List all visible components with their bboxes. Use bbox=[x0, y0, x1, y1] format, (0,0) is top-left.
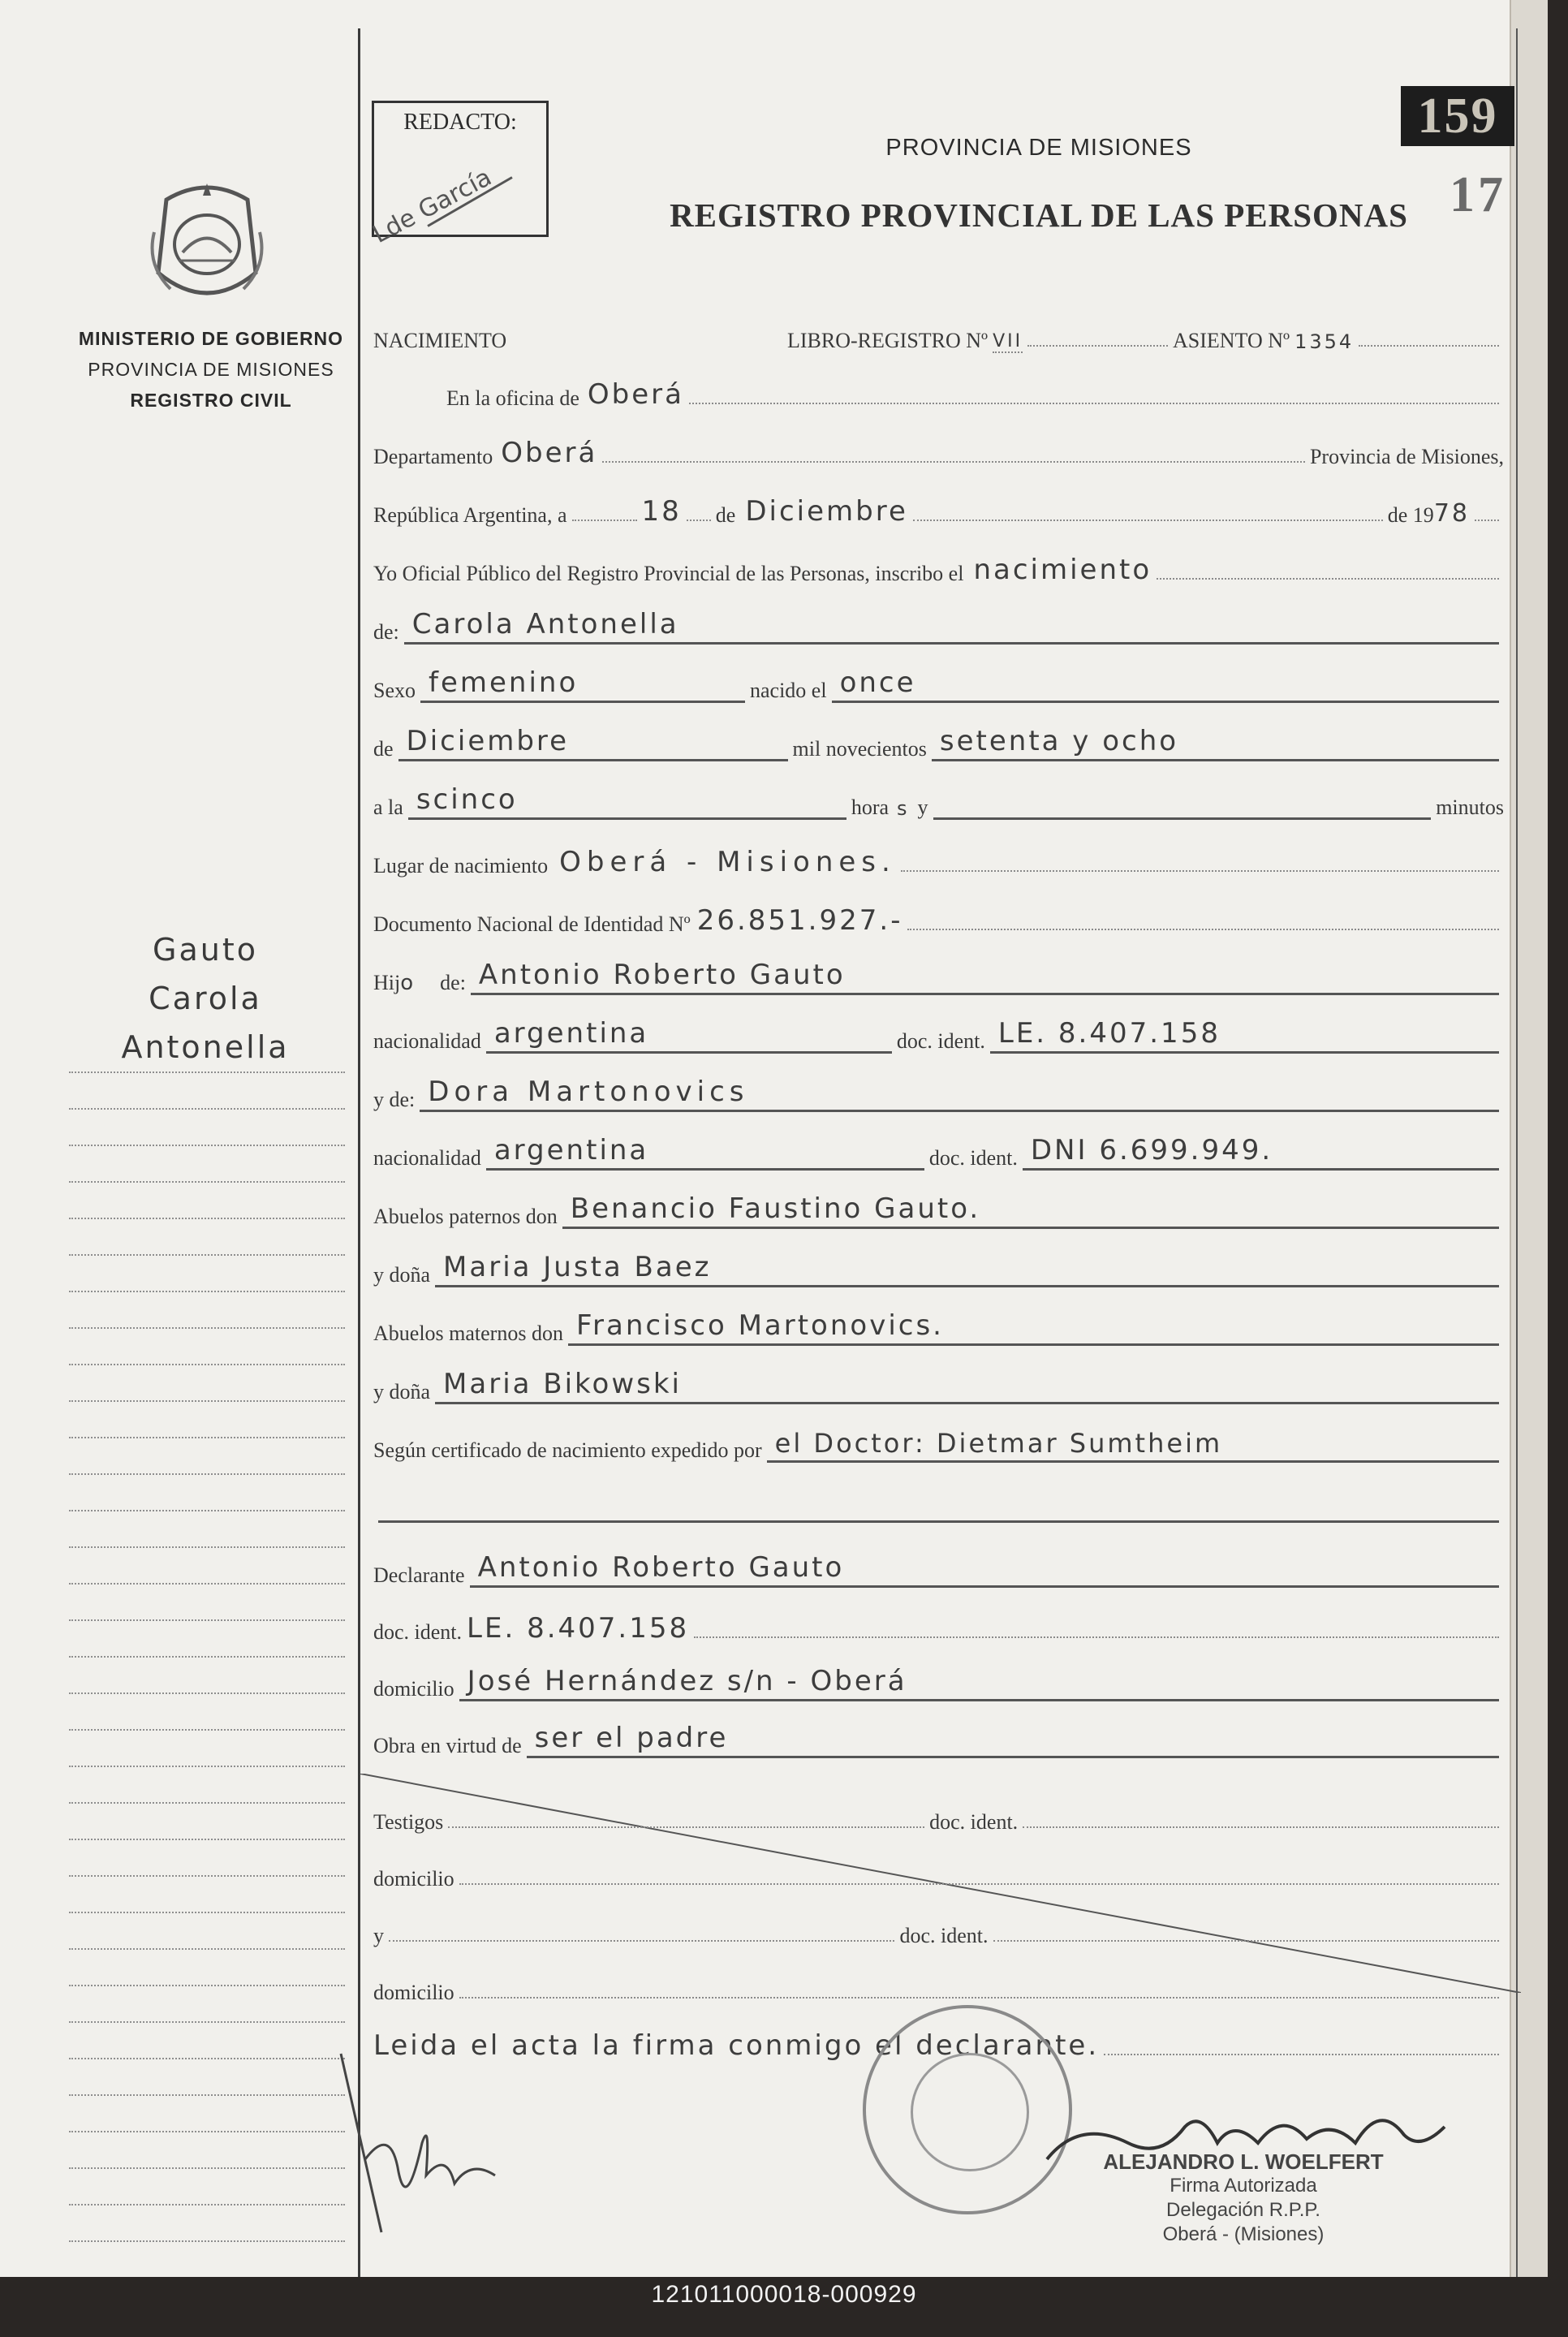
sexo-label: Sexo bbox=[373, 679, 416, 702]
doc-ident-label: doc. ident. bbox=[896, 1029, 985, 1053]
dotted-line bbox=[993, 1939, 1499, 1942]
nac-padre-value: argentina bbox=[493, 1017, 649, 1050]
margin-line bbox=[69, 1108, 345, 1110]
row-sexo bbox=[373, 662, 1504, 703]
doc-declarante-label: doc. ident. bbox=[373, 1620, 463, 1644]
ministry-line-3: REGISTRO CIVIL bbox=[130, 390, 292, 411]
doc-padre-field bbox=[990, 1014, 1499, 1054]
y-2-label: y bbox=[373, 1924, 384, 1947]
margin-line bbox=[69, 1181, 345, 1183]
row-domicilio-3 bbox=[373, 1964, 1504, 2005]
nac-madre-field bbox=[486, 1131, 924, 1171]
declarant-signature bbox=[333, 2037, 519, 2249]
asiento-value: 1354 bbox=[1294, 330, 1355, 353]
margin-line bbox=[69, 1583, 345, 1585]
signature-block bbox=[1097, 2149, 1389, 2247]
row-padre bbox=[373, 955, 1504, 995]
margin-line bbox=[69, 1948, 345, 1950]
minutos-field bbox=[933, 780, 1432, 820]
margin-line bbox=[69, 1619, 345, 1621]
margin-line bbox=[69, 2240, 345, 2242]
abuela-materna-value: Maria Bikowski bbox=[443, 1368, 682, 1400]
nombre-field bbox=[404, 605, 1499, 645]
dotted-line bbox=[1027, 344, 1168, 347]
signatory-line-4: Oberá - (Misiones) bbox=[1162, 2223, 1325, 2245]
nacido-value: once bbox=[839, 666, 916, 699]
oficial-text: Yo Oficial Público del Registro Provincial de las Personas, inscribo el bbox=[373, 562, 964, 585]
madre-value: Dora Martonovics bbox=[428, 1076, 749, 1108]
leida-text: Leida el acta la firma conmigo el declarante. bbox=[373, 2029, 1100, 2062]
margin-surname: Gauto bbox=[153, 932, 258, 968]
margin-line bbox=[69, 1364, 345, 1365]
horas-value: s bbox=[897, 797, 910, 820]
margin-line bbox=[69, 1546, 345, 1548]
row-hora bbox=[373, 779, 1504, 820]
dotted-line bbox=[1359, 344, 1499, 347]
departamento-value: Oberá bbox=[501, 437, 598, 469]
abuelos-maternos-label: Abuelos maternos don bbox=[373, 1322, 563, 1345]
margin-line bbox=[69, 2021, 345, 2023]
row-oficina bbox=[446, 370, 1504, 411]
minutos-label: minutos bbox=[1436, 796, 1504, 819]
dotted-line bbox=[1475, 519, 1499, 521]
mil-field bbox=[932, 722, 1499, 761]
dotted-line bbox=[459, 1996, 1499, 1999]
domicilio-3-label: domicilio bbox=[373, 1981, 454, 2004]
row-doc-declarante bbox=[373, 1604, 1504, 1645]
abuelos-paternos-label: Abuelos paternos don bbox=[373, 1205, 558, 1228]
row-abuelos-paternos bbox=[373, 1188, 1504, 1229]
margin-line bbox=[69, 1912, 345, 1913]
row-abuela-paterna bbox=[373, 1247, 1504, 1287]
abuela-paterna-field bbox=[435, 1248, 1499, 1287]
doc-ident-3-label: doc. ident. bbox=[899, 1924, 989, 1947]
certificado-label: Según certificado de nacimiento expedido por bbox=[373, 1438, 762, 1462]
doc-madre-value: DNI 6.699.949. bbox=[1030, 1134, 1273, 1166]
dotted-line bbox=[694, 1636, 1499, 1638]
margin-line bbox=[69, 2204, 345, 2205]
margin-line bbox=[69, 1985, 345, 1986]
mes-field bbox=[398, 722, 788, 761]
domicilio-label: domicilio bbox=[373, 1677, 454, 1701]
margin-given-1: Carola bbox=[149, 981, 262, 1016]
margin-line bbox=[69, 1145, 345, 1146]
row-abuelos-maternos bbox=[373, 1305, 1504, 1346]
margin-line bbox=[69, 1473, 345, 1475]
mes-value: Diciembre bbox=[745, 495, 908, 528]
abuela-paterna-value: Maria Justa Baez bbox=[443, 1251, 712, 1283]
margin-line bbox=[69, 2094, 345, 2096]
madre-field bbox=[420, 1072, 1499, 1112]
row-header bbox=[373, 313, 1504, 353]
padre-field bbox=[471, 955, 1499, 995]
domicilio-field bbox=[459, 1662, 1499, 1701]
testigos-doc-label: doc. ident. bbox=[929, 1810, 1019, 1834]
signatory-line-3: Delegación R.P.P. bbox=[1166, 2199, 1320, 2221]
libro-label: LIBRO-REGISTRO Nº bbox=[787, 329, 989, 352]
dotted-line bbox=[448, 1826, 924, 1828]
margin-line bbox=[69, 2058, 345, 2059]
oficina-label: En la oficina de bbox=[446, 386, 579, 410]
margin-line bbox=[69, 1656, 345, 1658]
row-lugar bbox=[373, 838, 1504, 878]
margin-line bbox=[69, 1875, 345, 1877]
y-label: y bbox=[917, 796, 928, 819]
ala-label: a la bbox=[373, 796, 403, 819]
row-certificado-cont bbox=[373, 1482, 1504, 1523]
de-colon-label: de: bbox=[373, 620, 399, 644]
dotted-line bbox=[689, 402, 1499, 404]
dni-value: 26.851.927.- bbox=[696, 904, 903, 937]
abuelos-paternos-field bbox=[562, 1189, 1499, 1229]
departamento-label: Departamento bbox=[373, 445, 493, 468]
lugar-value: Oberá - Misiones. bbox=[559, 846, 896, 878]
margin-line bbox=[69, 1437, 345, 1438]
mil-value: setenta y ocho bbox=[939, 725, 1179, 757]
dotted-line bbox=[1157, 577, 1499, 580]
row-obra bbox=[373, 1718, 1504, 1758]
nacionalidad-label: nacionalidad bbox=[373, 1146, 481, 1170]
margin-line bbox=[69, 1291, 345, 1292]
nombre-value: Carola Antonella bbox=[411, 608, 679, 640]
margin-line bbox=[69, 2167, 345, 2169]
dotted-line bbox=[1023, 1826, 1499, 1828]
dotted-line bbox=[687, 519, 711, 521]
horas-label: hora bbox=[851, 796, 890, 819]
nac-madre-value: argentina bbox=[493, 1134, 649, 1166]
row-fecha bbox=[373, 487, 1504, 528]
libro-value: VII bbox=[993, 331, 1023, 351]
redacto-label: REDACTO: bbox=[403, 110, 517, 135]
sexo-value: femenino bbox=[429, 666, 579, 699]
anio-value: 78 bbox=[1433, 499, 1470, 528]
margin-line bbox=[69, 1218, 345, 1219]
y-dona-label: y doña bbox=[373, 1380, 431, 1403]
margin-line bbox=[69, 1510, 345, 1511]
asiento-label: ASIENTO Nº bbox=[1173, 329, 1290, 352]
row-nac-padre bbox=[373, 1013, 1504, 1054]
dia-value: 18 bbox=[641, 495, 682, 528]
y-de-label: y de: bbox=[373, 1088, 416, 1111]
declarante-label: Declarante bbox=[373, 1563, 465, 1587]
margin-line bbox=[69, 1839, 345, 1840]
row-testigo-2 bbox=[373, 1908, 1504, 1948]
dotted-line bbox=[901, 869, 1499, 872]
dotted-line bbox=[913, 519, 1383, 521]
sexo-field bbox=[420, 663, 745, 703]
doc-madre-field bbox=[1023, 1131, 1499, 1171]
obra-label: Obra en virtud de bbox=[373, 1734, 522, 1757]
margin-line bbox=[69, 1729, 345, 1731]
margin-line bbox=[69, 1071, 345, 1073]
dotted-line bbox=[572, 519, 637, 521]
row-abuela-materna bbox=[373, 1364, 1504, 1404]
dni-label: Documento Nacional de Identidad Nº bbox=[373, 912, 691, 936]
ala-value: scinco bbox=[416, 783, 518, 816]
ministry-line-2: PROVINCIA DE MISIONES bbox=[88, 359, 334, 380]
oficial-value: nacimiento bbox=[973, 554, 1152, 586]
ministry-heading bbox=[49, 323, 373, 416]
dotted-line bbox=[907, 928, 1499, 930]
declarante-value: Antonio Roberto Gauto bbox=[477, 1551, 845, 1584]
provincia-title: PROVINCIA DE MISIONES bbox=[885, 135, 1192, 161]
nacido-label: nacido el bbox=[750, 679, 827, 702]
margin-line bbox=[69, 2131, 345, 2132]
nacido-field bbox=[832, 663, 1499, 703]
provincia-suffix: Provincia de Misiones, bbox=[1309, 445, 1504, 468]
doc-padre-value: LE. 8.407.158 bbox=[997, 1017, 1221, 1050]
ala-field bbox=[408, 780, 846, 820]
registro-title: REGISTRO PROVINCIAL DE LAS PERSONAS bbox=[670, 196, 1408, 234]
signatory-line-2: Firma Autorizada bbox=[1170, 2175, 1317, 2197]
de-label: de bbox=[715, 503, 736, 527]
abuela-materna-field bbox=[435, 1365, 1499, 1404]
margin-line bbox=[69, 1400, 345, 1402]
row-nombre bbox=[373, 604, 1504, 645]
margin-line bbox=[69, 1692, 345, 1694]
hijo-label: Hij bbox=[373, 971, 401, 994]
de-mes-value: Diciembre bbox=[406, 725, 570, 757]
provincial-seal-icon bbox=[146, 175, 268, 305]
certificado-value: el Doctor: Dietmar Sumtheim bbox=[774, 1428, 1223, 1459]
declarante-field bbox=[470, 1548, 1499, 1588]
abuelos-paternos-value: Benancio Faustino Gauto. bbox=[570, 1192, 981, 1225]
row-madre bbox=[373, 1071, 1504, 1112]
y-dona-label: y doña bbox=[373, 1263, 431, 1287]
row-certificado bbox=[373, 1422, 1504, 1463]
domicilio-2-label: domicilio bbox=[373, 1867, 454, 1891]
certificado-continuation bbox=[378, 1483, 1499, 1523]
margin-line bbox=[69, 1766, 345, 1767]
nac-padre-field bbox=[486, 1014, 892, 1054]
row-domicilio bbox=[373, 1661, 1504, 1701]
doc-declarante-value: LE. 8.407.158 bbox=[467, 1612, 690, 1645]
obra-value: ser el padre bbox=[534, 1722, 729, 1754]
de-label-4: de: bbox=[440, 971, 466, 994]
obra-field bbox=[527, 1718, 1499, 1758]
abuelos-maternos-value: Francisco Martonovics. bbox=[575, 1309, 944, 1342]
nacionalidad-label: nacionalidad bbox=[373, 1029, 481, 1053]
folio-number-secondary: 17 bbox=[1450, 167, 1506, 222]
ministry-line-1: MINISTERIO DE GOBIERNO bbox=[78, 328, 344, 349]
dotted-line bbox=[1104, 2053, 1499, 2055]
act-type: NACIMIENTO bbox=[373, 329, 507, 352]
row-declarante bbox=[373, 1547, 1504, 1588]
mil-label: mil novecientos bbox=[792, 737, 927, 761]
image-id-footer: 121011000018-000929 bbox=[651, 2281, 917, 2308]
certificado-field bbox=[767, 1423, 1499, 1463]
dotted-line bbox=[602, 460, 1305, 463]
oficina-value: Oberá bbox=[587, 378, 684, 411]
de-label-3: de bbox=[373, 737, 394, 761]
margin-given-2: Antonella bbox=[121, 1029, 290, 1065]
row-oficial bbox=[373, 545, 1504, 586]
de-19-label: de 19 bbox=[1387, 503, 1434, 527]
dotted-line bbox=[459, 1882, 1499, 1885]
dotted-line bbox=[389, 1939, 894, 1942]
domicilio-value: José Hernández s/n - Oberá bbox=[467, 1665, 907, 1697]
row-dni bbox=[373, 896, 1504, 937]
padre-value: Antonio Roberto Gauto bbox=[478, 959, 846, 991]
abuelos-maternos-field bbox=[568, 1306, 1499, 1346]
lugar-label: Lugar de nacimiento bbox=[373, 854, 549, 877]
doc-ident-label: doc. ident. bbox=[928, 1146, 1018, 1170]
row-departamento bbox=[373, 429, 1504, 469]
testigos-label: Testigos bbox=[373, 1810, 444, 1834]
stamp-inner-ring bbox=[911, 2053, 1029, 2171]
margin-line bbox=[69, 1327, 345, 1329]
folio-number: 159 bbox=[1401, 86, 1514, 146]
row-mes bbox=[373, 721, 1504, 761]
margin-line bbox=[69, 1254, 345, 1256]
redacto-name: Lde García bbox=[368, 162, 497, 249]
margin-line bbox=[69, 1802, 345, 1804]
hijo-suffix: o bbox=[400, 971, 416, 995]
republica-label: República Argentina, a bbox=[373, 503, 567, 527]
row-domicilio-2 bbox=[373, 1851, 1504, 1891]
row-nac-madre bbox=[373, 1130, 1504, 1171]
signatory-name: ALEJANDRO L. WOELFERT bbox=[1103, 2149, 1384, 2174]
row-testigos bbox=[373, 1794, 1504, 1835]
